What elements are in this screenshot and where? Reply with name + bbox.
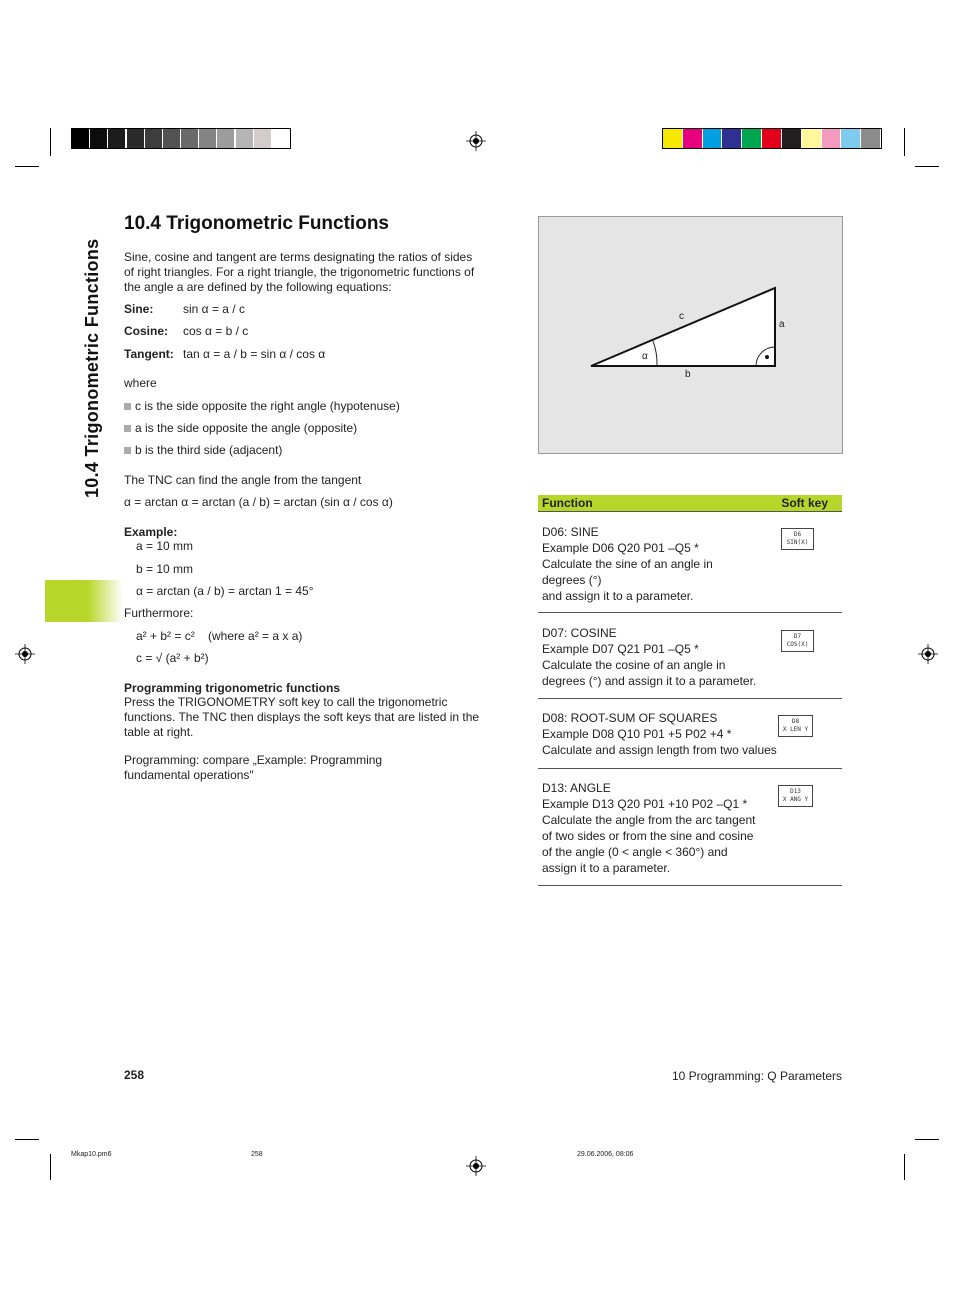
color-swatch xyxy=(742,129,761,148)
label-a: a xyxy=(779,319,785,330)
color-swatch xyxy=(236,129,253,148)
color-swatch xyxy=(683,129,702,148)
softkey-line: COS(X) xyxy=(786,641,809,648)
table-row xyxy=(542,780,782,876)
row-line: Example D06 Q20 P01 –Q5 * xyxy=(542,541,699,555)
header-softkey: Soft key xyxy=(781,496,828,510)
intro-line: the angle a are defined by the following equations: xyxy=(124,280,392,294)
softkey-cosine[interactable] xyxy=(781,630,814,652)
label-alpha: α xyxy=(642,351,648,362)
row-line: and assign it to a parameter. xyxy=(542,589,694,603)
color-swatch xyxy=(722,129,741,148)
bullet-text: b is the third side (adjacent) xyxy=(135,443,283,457)
crop-mark xyxy=(15,1139,39,1140)
grayscale-color-bar xyxy=(71,128,291,149)
crop-mark xyxy=(904,1154,905,1180)
color-swatch xyxy=(90,129,107,148)
bullet-item xyxy=(124,443,282,458)
row-divider xyxy=(538,885,842,886)
pythagoras-formula: a² + b² = c² (where a² = a x a) xyxy=(136,629,303,643)
bullet-square-icon xyxy=(124,425,131,432)
row-line: Calculate and assign length from two values xyxy=(542,743,777,757)
registration-mark-icon xyxy=(466,1156,486,1176)
softkey-line: D7 xyxy=(793,633,802,640)
row-line: D08: ROOT-SUM OF SQUARES xyxy=(542,711,718,725)
row-line: Example D08 Q10 P01 +5 P02 +4 * xyxy=(542,727,732,741)
registration-mark-icon xyxy=(15,644,35,664)
right-triangle xyxy=(591,288,775,366)
softkey-line: D13 xyxy=(790,788,801,795)
color-swatch xyxy=(841,129,860,148)
softkey-line: X LEN Y xyxy=(782,726,809,733)
color-swatch xyxy=(254,129,271,148)
file-name: Mkap10.pm6 xyxy=(71,1151,112,1158)
page-number: 258 xyxy=(124,1068,145,1082)
softkey-line: D6 xyxy=(793,531,802,538)
color-swatch xyxy=(762,129,781,148)
crop-mark xyxy=(915,166,939,167)
page-title: 10.4 Trigonometric Functions xyxy=(124,213,389,234)
color-swatch xyxy=(272,129,289,148)
sidebar-title: 10.4 Trigonometric Functions xyxy=(82,238,102,498)
equation-label: Cosine: xyxy=(124,324,169,338)
furthermore-text: Furthermore: xyxy=(124,606,194,620)
programming-title: Programming trigonometric functions xyxy=(124,681,341,695)
row-divider xyxy=(538,698,842,699)
table-header xyxy=(538,495,842,512)
bullet-square-icon xyxy=(124,447,131,454)
row-line: assign it to a parameter. xyxy=(542,861,671,875)
registration-mark-icon xyxy=(466,131,486,151)
equation-formula: cos α = b / c xyxy=(183,324,249,338)
color-swatch xyxy=(217,129,234,148)
bullet-text: a is the side opposite the angle (opposite) xyxy=(135,421,358,435)
softkey-line: SIN(X) xyxy=(786,539,809,546)
color-swatch xyxy=(663,129,682,148)
intro-paragraph xyxy=(124,250,516,295)
compare-paragraph xyxy=(124,753,516,783)
label-b: b xyxy=(685,369,691,380)
row-line: D06: SINE xyxy=(542,525,599,539)
color-swatch xyxy=(145,129,162,148)
color-swatch xyxy=(782,129,801,148)
row-line: of two sides or from the sine and cosine xyxy=(542,829,754,843)
bullet-text: c is the side opposite the right angle (hypotenuse) xyxy=(135,399,400,413)
process-color-bar xyxy=(662,128,882,149)
header-function: Function xyxy=(542,496,593,510)
row-line: D07: COSINE xyxy=(542,626,617,640)
programming-line: table at right. xyxy=(124,725,194,739)
table-row xyxy=(542,710,812,758)
intro-line: of right triangles. For a right triangle, the trigonometric functions of xyxy=(124,265,475,279)
color-swatch xyxy=(703,129,722,148)
right-angle-dot xyxy=(765,355,769,359)
color-swatch xyxy=(861,129,880,148)
row-line: Example D13 Q20 P01 +10 P02 –Q1 * xyxy=(542,797,748,811)
color-swatch xyxy=(108,129,125,148)
color-swatch xyxy=(822,129,841,148)
softkey-line: D8 xyxy=(791,718,800,725)
row-line: degrees (°) xyxy=(542,573,602,587)
file-page: 258 xyxy=(251,1151,263,1158)
c-formula: c = √ (a² + b²) xyxy=(136,651,209,665)
compare-line: fundamental operations" xyxy=(124,768,254,782)
example-label: Example: xyxy=(124,525,178,539)
example-line: a = 10 mm xyxy=(136,539,194,553)
row-line: Example D07 Q21 P01 –Q5 * xyxy=(542,642,699,656)
example-line: b = 10 mm xyxy=(136,562,194,576)
equation-label: Sine: xyxy=(124,302,154,316)
color-swatch xyxy=(72,129,89,148)
crop-mark xyxy=(50,1154,51,1180)
where-text: where xyxy=(124,376,157,390)
bullet-square-icon xyxy=(124,403,131,410)
triangle-diagram xyxy=(538,216,843,454)
programming-paragraph xyxy=(124,695,516,740)
file-date: 29.06.2006, 08:06 xyxy=(577,1151,634,1158)
equation-label: Tangent: xyxy=(124,347,174,361)
intro-line: Sine, cosine and tangent are terms designating the ratios of sides xyxy=(124,250,473,264)
color-swatch xyxy=(802,129,821,148)
row-line: degrees (°) and assign it to a parameter. xyxy=(542,674,757,688)
crop-mark xyxy=(15,166,39,167)
triangle-svg xyxy=(539,217,842,453)
example-line: α = arctan (a / b) = arctan 1 = 45° xyxy=(136,584,314,598)
arctan-formula: α = arctan α = arctan (a / b) = arctan (sin α / cos α) xyxy=(124,495,393,509)
softkey-root-sum[interactable] xyxy=(778,715,813,737)
color-swatch xyxy=(199,129,216,148)
bullet-item xyxy=(124,421,357,436)
row-line: Calculate the sine of an angle in xyxy=(542,557,713,571)
chapter-title: 10 Programming: Q Parameters xyxy=(671,1069,842,1083)
row-line: Calculate the angle from the arc tangent xyxy=(542,813,756,827)
sidebar-accent xyxy=(45,580,123,622)
tangent-text: The TNC can find the angle from the tangent xyxy=(124,473,362,487)
crop-mark xyxy=(50,128,51,156)
bullet-item xyxy=(124,399,400,414)
color-swatch xyxy=(163,129,180,148)
compare-line: Programming: compare „Example: Programming xyxy=(124,753,383,767)
table-row xyxy=(542,524,782,604)
color-swatch xyxy=(181,129,198,148)
row-line: of the angle (0 < angle < 360°) and xyxy=(542,845,728,859)
crop-mark xyxy=(915,1139,939,1140)
label-c: c xyxy=(679,311,684,322)
registration-mark-icon xyxy=(918,644,938,664)
color-swatch xyxy=(127,129,144,148)
programming-line: Press the TRIGONOMETRY soft key to call the trigonometric xyxy=(124,695,448,709)
equation-formula: tan α = a / b = sin α / cos α xyxy=(183,347,326,361)
row-divider xyxy=(538,768,842,769)
programming-line: functions. The TNC then displays the soft keys that are listed in the xyxy=(124,710,480,724)
row-divider xyxy=(538,612,842,613)
row-line: Calculate the cosine of an angle in xyxy=(542,658,726,672)
crop-mark xyxy=(904,128,905,156)
equation-formula: sin α = a / c xyxy=(183,302,245,316)
softkey-line: X ANG Y xyxy=(782,796,809,803)
softkey-sine[interactable] xyxy=(781,528,814,550)
row-line: D13: ANGLE xyxy=(542,781,611,795)
table-row xyxy=(542,625,782,689)
softkey-angle[interactable] xyxy=(778,785,813,807)
